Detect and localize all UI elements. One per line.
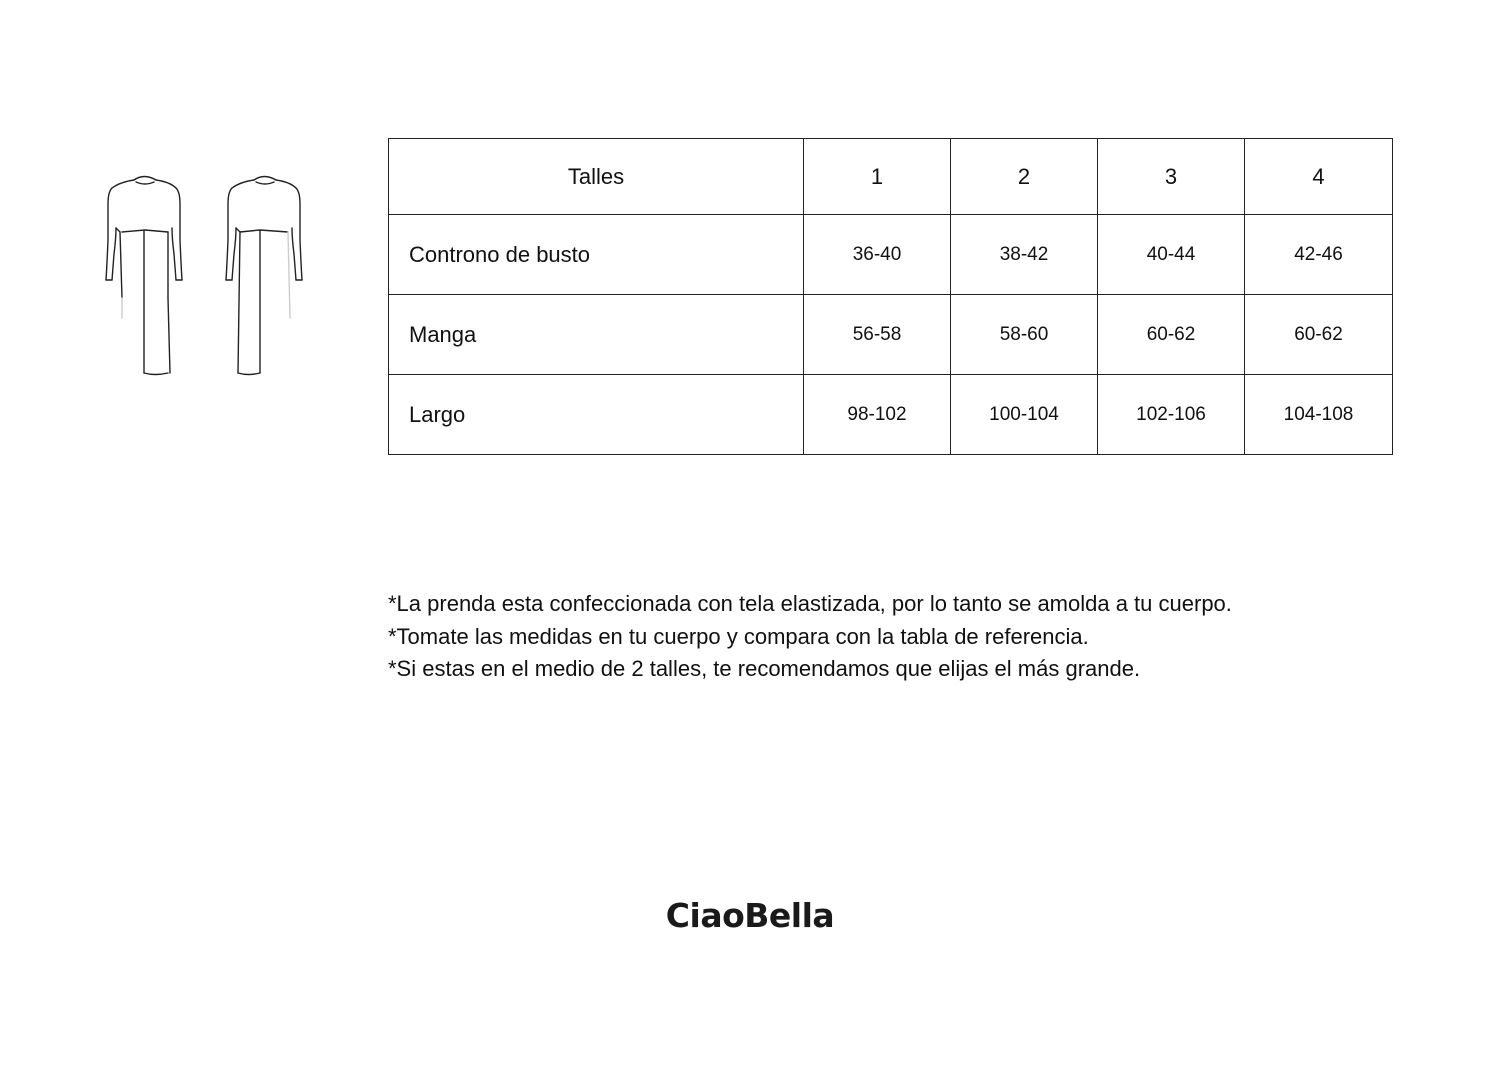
table-cell: 104-108 bbox=[1245, 375, 1393, 455]
note-measure-yourself: *Tomate las medidas en tu cuerpo y compara con la tabla de referencia. bbox=[388, 623, 1089, 649]
header-size-4: 4 bbox=[1245, 139, 1393, 215]
table-row bbox=[389, 215, 1393, 295]
table-cell: 58-60 bbox=[951, 295, 1098, 375]
table-cell: 42-46 bbox=[1245, 215, 1393, 295]
header-size-1: 1 bbox=[804, 139, 951, 215]
row-label-largo: Largo bbox=[389, 375, 804, 455]
table-cell: 100-104 bbox=[951, 375, 1098, 455]
table-cell: 102-106 bbox=[1098, 375, 1245, 455]
brand-logo: CiaoBella bbox=[665, 896, 835, 935]
table-cell: 40-44 bbox=[1098, 215, 1245, 295]
size-notes bbox=[388, 588, 1438, 686]
dress-back-icon bbox=[226, 177, 302, 375]
table-cell: 60-62 bbox=[1098, 295, 1245, 375]
table-cell: 38-42 bbox=[951, 215, 1098, 295]
table-header-row bbox=[389, 139, 1393, 215]
table-cell: 60-62 bbox=[1245, 295, 1393, 375]
row-label-manga: Manga bbox=[389, 295, 804, 375]
table-cell: 98-102 bbox=[804, 375, 951, 455]
garment-illustrations bbox=[100, 168, 310, 380]
table-cell: 56-58 bbox=[804, 295, 951, 375]
note-elastic-fabric: *La prenda esta confeccionada con tela elastizada, por lo tanto se amolda a tu cuerpo. bbox=[388, 591, 1232, 616]
note-choose-larger: *Si estas en el medio de 2 talles, te recomendamos que elijas el más grande. bbox=[388, 656, 1141, 681]
size-table bbox=[388, 138, 1393, 455]
table-cell: 36-40 bbox=[804, 215, 951, 295]
dress-front-icon bbox=[106, 177, 182, 375]
table-row bbox=[389, 295, 1393, 375]
header-size-3: 3 bbox=[1098, 139, 1245, 215]
header-size-2: 2 bbox=[951, 139, 1098, 215]
row-label-busto: Controno de busto bbox=[389, 215, 804, 295]
garment-svg bbox=[100, 168, 310, 380]
table-row bbox=[389, 375, 1393, 455]
header-talles: Talles bbox=[389, 139, 804, 215]
